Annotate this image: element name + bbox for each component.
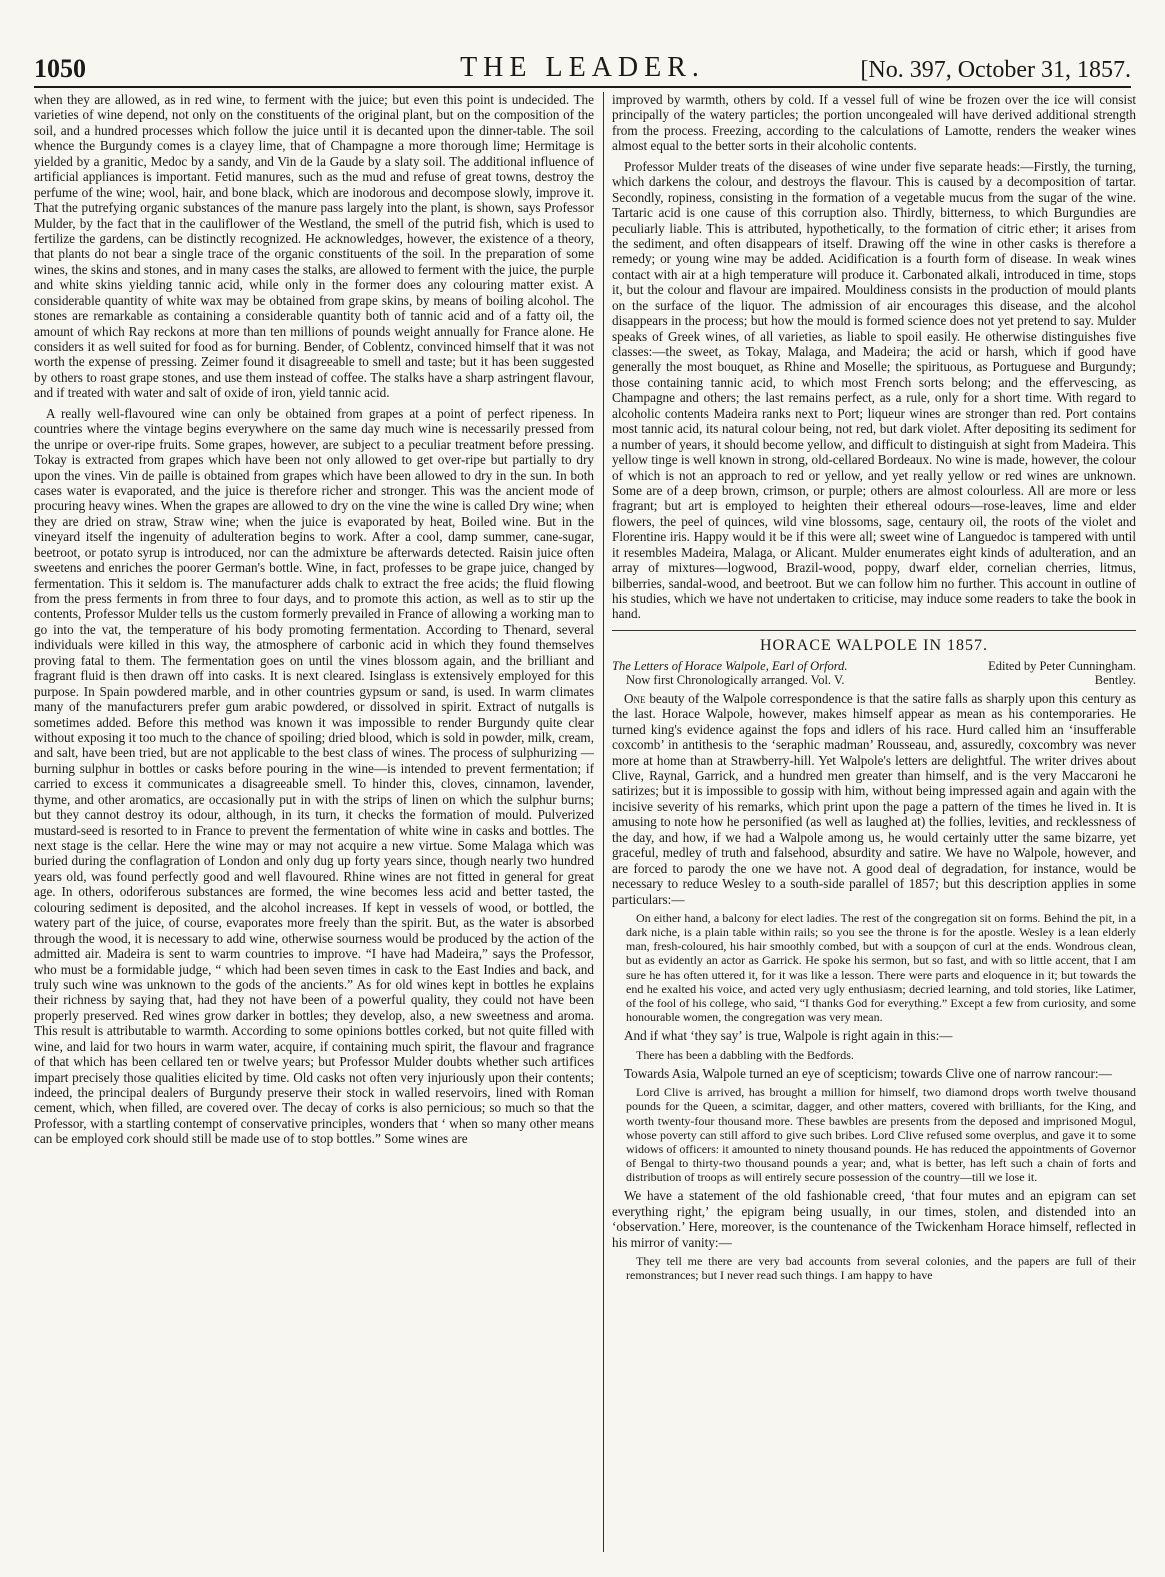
- book-publisher: Bentley.: [1094, 673, 1136, 688]
- article-body-1-text: beauty of the Walpole correspondence is that the satire falls as sharply upon this century as the last. Horace Walpole, however, makes himself appear as mean as his contemporaries. He turned king's evidence against the fops and idlers of his race. Hurd called him an ‘insufferable coxcomb’ in antithesis to the ‘seraphic madman’ Rousseau, and, assuredly, coxcombry was never more at home than at Strawberry-hill. Yet Walpole's letters are delightful. The writer drives about Clive, Raynal, Garrick, and a hundred men greater than himself, and is the very Maccaroni he satirizes; but it is impossible to gossip with him, without being impressed again and again with the incisive severity of his remarks, which print upon the page a pattern of the times he lived in. It is amusing to note how he personified (as well as laughed at) the follies, levities, and recklessness of the day, and how, if we had a Walpole among us, he would certainly utter the same bizarre, yet graceful, medley of truth and falsehood, absurdity and satire. We have no Walpole, however, and are forced to parody the one we have not. A good deal of degradation, for instance, would be necessary to reduce Wesley to a south-side parallel of 1857; but this description applies in some particulars:—: [612, 690, 1136, 907]
- newspaper-title: THE LEADER.: [460, 52, 705, 83]
- article-citation: [612, 659, 1136, 674]
- intro-creed: We have a statement of the old fashionable creed, ‘that four mutes and an epigram can set everything right,’ the epigram being usually, in our times, stolen, and distended into an ‘observation.’ Here, moreover, is the countenance of the Twickenham Horace himself, reflected in his mirror of vanity:—: [612, 1188, 1136, 1250]
- article-citation-2: [612, 673, 1136, 688]
- quote-clive: Lord Clive is arrived, has brought a million for himself, two diamond drops worth twelve thousand pounds for the Queen, a scimitar, dagger, and other matters, covered with brilliants, for the King, and worth twenty-four thousand more. These bawbles are presents from the deposed and imprisoned Mogul, whose poverty can still afford to give such bribes. Lord Clive refused some overplus, and gave it to some widows of officers: it amounted to ninety thousand pounds. He has reduced the appointments of Governor of Bengal to thirty-two thousand pounds a year; and, what is better, has left such a chain of forts and distribution of troops as will entirely secure possession of the country—till we lose it.: [626, 1085, 1136, 1185]
- column-divider: [603, 92, 604, 1552]
- wine-paragraph-1: when they are allowed, as in red wine, to ferment with the juice; but even this point is undecided. The varieties of wine depend, not only on the constituents of the original plant, but on the composition of the soil, and a hundred processes which follow the juice until it is decanted upon the dinner-table. The soil whence the Burgundy comes is a clayey lime, that of Champagne a more thorough lime; Hermitage is yielded by a granitic, Medoc by a sandy, and Vin de la Gaude by a slaty soil. The additional influence of artificial appliances is important. Fetid manures, such as the mud and refuse of great towns, destroy the perfume of the wine; wool, hair, and bone black, which are inodorous and decompose slowly, improve it. That the putrefying organic substances of the manure pass largely into the plant, is shown, says Professor Mulder, by the fact that in the cauliflower of the Westland, the smell of the putrid fish, which is used to fertilize the gardens, can be distinctly recognized. He acknowledges, however, the existence of a theory, that plants do not bear a single trace of the organic constituents of the soil. In the preparation of some wines, the skins and stones, and in many cases the stalks, are allowed to ferment with the juice, the purple and white skins yielding tannic acid, while only in the former does any colouring matter exist. A considerable quantity of white wax may be obtained from grape skins, by means of boiling alcohol. The stones are remarkable as containing a considerable quantity both of tannic acid and of a fatty oil, the amount of which Ray reckons at more than ten millions of pounds weight annually for France alone. He considers it as well suited for food as for burning. Bender, of Coblentz, convinced himself that it was not worth the expense of pressing. Zeimer found it disagreeable to smell and taste; but it has been suggested by others to roast grape stones, and use them instead of coffee. The stalks have a sharp astringent flavour, and if treated with water and salt of oxide of iron, yield tannic acid.: [34, 92, 594, 401]
- issue-date: [No. 397, October 31, 1857.: [860, 57, 1131, 83]
- quote-wesley: On either hand, a balcony for elect ladies. The rest of the congregation sit on forms. Behind the pit, in a dark niche, is a plain table within rails; so you see the throne is for the apostle. Wesley is a lean elderly man, fresh-coloured, his hair smoothly combed, but with a soupçon of curl at the ends. Wondrous clean, but as evidently an actor as Garrick. He spoke his sermon, but so fast, and with so little accent, that I am sure he has often uttered it, for it was like a lesson. There were parts and eloquence in it; but towards the end he exalted his voice, and acted very ugly enthusiasm; decried learning, and told stories, like Latimer, of the fool of his college, who said, “I thanks God for everything.” Except a few from curiosity, and some honourable women, the congregation was very mean.: [626, 910, 1136, 1025]
- quote-colonies: They tell me there are very bad accounts from several colonies, and the papers are full of their remonstrances; but I never read such things. I am happy to have: [626, 1254, 1136, 1283]
- quote-bedfords: There has been a dabbling with the Bedfords.: [636, 1047, 854, 1062]
- wine-paragraph-2: A really well-flavoured wine can only be obtained from grapes at a point of perfect ripeness. In countries where the vintage begins everywhere on the same day much wine is necessarily pressed from the unripe or over-ripe fruits. Some grapes, however, are subject to a peculiar treatment before pressing. Tokay is extracted from grapes which have been not only allowed to get over-ripe but partially to dry upon the vines. Vin de paille is obtained from grapes which have been allowed to dry in the sun. In both cases water is evaporated, and the juice is therefore richer and stronger. This was the ancient mode of procuring heavy wines. When the grapes are allowed to dry on the vine the wine is called Dry wine; when they are dried on straw, Straw wine; when the juice is evaporated by heat, Boiled wine. But in the vineyard itself the ingenuity of adulteration begins to work. After a cool, damp summer, cane-sugar, beetroot, or potato syrup is introduced, nor can the admixture be afterwards detected. Raisin juice often sweetens and enriches the poorer German's bottle. Wine, in fact, professes to be grape juice, changed by fermentation. This it seldom is. The manufacturer adds chalk to extract the free acids; the fluid flowing from the press ferments in from three to four days, and to promote this action, as well as to stir up the contents, Professor Mulder tells us the custom formerly prevailed in France of allowing a working man to go into the vat, the temperature of his body promoting fermentation. According to Thenard, several individuals were killed in this way, the atmosphere of carbonic acid in which they found themselves proving fatal to them. The fermentation goes on until the vines blossom again, and the brilliant and fragrant fluid is then drawn off into casks. It is next cleared. Isinglass is extensively employed for this purpose. In Spain powdered marble, and in other countries gypsum or sand, is used. In warm climates many of the manufacturers prefer gum arabic powdered, or dissolved in spirit. Extract of nutgalls is sometimes added. Before this method was known it was impossible to render Burgundy quite clear without exposing it too much to the chance of spoiling; dried blood, which is sold in powder, milk, cream, and salt, have been tried, but are not applicable to the best class of wines. The process of sulphurizing —burning sulphur in bottles or casks before pouring in the wine—is intended to prevent fermentation; if carried to excess it communicates a disagreeable smell. To hinder this, cloves, cinnamon, lavender, thyme, and other aromatics, are occasionally put in with the strips of linen on which the sulphur burns; but they cannot destroy its odour, although, in its turn, it checks the formation of mould. Pulverized mustard-seed is resorted to in France to prevent the fermentation of white wine in casks and bottles. The next stage is the cellar. Here the wine may or may not acquire a new virtue. Some Malaga which was buried during the conflagration of London and only dug up forty years since, though nearly two hundred years old, was found perfectly good and well flavoured. Rhine wines are not fitted in general for great age. In others, odoriferous substances are formed, the wine becomes less acid and better tasted, the colouring sediment is deposited, and the alcohol increases. If kept in vessels of wood, or bottled, the watery part of the juice, of course, evaporates more freely than the spirit. But, as the water is absorbed through the wood, it is necessary to add wine, otherwise sourness would be produced by the action of the admitted air. Madeira is sent to warm countries to improve. “I have had Madeira,” says the Professor, who must be a formidable judge, “ which had been seven times in cask to the East Indies and back, and truly such wine was unknown to the gods of the ancients.” As for old wines kept in bottles he explains their richness by saying that, had they not have been of a powerful quality, they could not have been properly preserved. Red wines grow darker in bottles; they develop, also, a new sweetness and aroma. This result is attributable to warmth. According to some opinions bottles corked, but not quite filled with wine, and laid for two hours in warm water, acquire, if containing much spirit, the flavour and fragrance of that which has been cellared ten or twelve years; but Professor Mulder doubts whether such artifices impart precisely those qualities elicited by time. Old casks not often very injuriously upon their contents; indeed, the principal dealers of Burgundy preserve their stock in walled reservoirs, lined with Roman cement, which, when filled, are covered over. The decay of corks is also pernicious; so much so that the Professor, with a startling contempt of conservative principles, wonders that ‘ when so many other means can be employed cork should still be made use of to stop bottles.” Some wines are: [34, 405, 594, 1147]
- section-divider: [612, 630, 1136, 631]
- wine-paragraph-3: improved by warmth, others by cold. If a vessel full of wine be frozen over the ice will consist principally of the watery particles; the portion uncongealed will have derived additional strength from the process. Freezing, according to the calculations of Lamotte, renders the weaker wines almost equal to the better sorts in their alcoholic contents.: [612, 92, 1136, 154]
- book-arrangement: Now first Chronologically arranged. Vol. V.: [626, 673, 845, 688]
- page-number: 1050: [34, 54, 86, 83]
- lead-word: One: [624, 690, 646, 706]
- wine-paragraph-4: Professor Mulder treats of the diseases of wine under five separate heads:—Firstly, the turning, which darkens the colour, and destroys the flavour. This is caused by a decomposition of tartar. Secondly, ropiness, consisting in the formation of a vegetable mucus from the sugar of the wine. Tartaric acid is one cause of this corruption also. Thirdly, bitterness, to which Burgundies are peculiarly liable. This is attributed, hypothetically, to the formation of citric ether; it arises from the sediment, and often disappears of itself. Drawing off the wine in other casks is therefore a remedy; or young wine may be added. Acidification is a fourth form of disease. In weak wines contact with air at a high temperature will produce it. Carbonated alkali, introduced in time, stops it, but the colour and flavour are impaired. Mouldiness consists in the production of mould plants on the surface of the liquor. The admission of air encourages this disease, and the alcohol disappears in the process; but how the mould is formed science does not yet pretend to say. Mulder speaks of Greek wines, of all varieties, as liable to spoil easily. He otherwise distinguishes five classes:—the sweet, as Tokay, Malaga, and Madeira; the acid or harsh, which if good have generally the most bouquet, as Rhine and Moselle; the spirituous, as Portuguese and Burgundy; those containing tannic acid, to which most French sorts belong; and the effervescing, as Champagne and others; the last remains perfect, as a rule, only for a short time. With regard to alcoholic contents Madeira ranks next to Port; liqueur wines are stronger than red. Port contains most tannic acid, its natural colour being, not red, but dark violet. After depositing its sediment for a number of years, it should become yellow, and difficult to distinguish at sight from Madeira. This yellow tinge is well known in strong, old-cellared Bordeaux. No wine is made, however, the colour of which is not an approach to red or yellow, and yet really yellow or red wines are unknown. Some are of a deep brown, crimson, or purple; others are almost colourless. All are more or less fragrant; but art is employed to heighten their ethereal odours—rose-leaves, lime and elder flowers, the peel of quinces, wild vine blossoms, sage, centaury oil, the roots of the violet and Florentine iris. Happy would it be if this were all; sweet wine of Languedoc is tampered with until it resembles Madeira, Malaga, or Alicant. Mulder enumerates eight kinds of adulteration, and an array of mixtures—logwood, Brazil-wood, poppy, dwarf elder, cornelian cherries, litmus, bilberries, sandal-wood, and beetroot. But we can follow him no further. This account in outline of his studies, which we have not undertaken to criticise, may induce some readers to take the book in hand.: [612, 158, 1136, 622]
- intro-they-say: And if what ‘they say’ is true, Walpole is right again in this:—: [624, 1028, 953, 1044]
- book-title: The Letters of Horace Walpole, Earl of Orford.: [612, 658, 848, 673]
- article-heading: HORACE WALPOLE IN 1857.: [759, 636, 989, 654]
- intro-clive: Towards Asia, Walpole turned an eye of scepticism; towards Clive one of narrow rancour:—: [624, 1065, 1112, 1081]
- book-editor: Edited by Peter Cunningham.: [988, 658, 1136, 673]
- right-column: [612, 92, 1136, 1552]
- walpole-article: [612, 637, 1136, 1283]
- masthead: [34, 52, 1131, 88]
- left-column: [34, 92, 594, 1552]
- article-body-1: [612, 691, 1136, 907]
